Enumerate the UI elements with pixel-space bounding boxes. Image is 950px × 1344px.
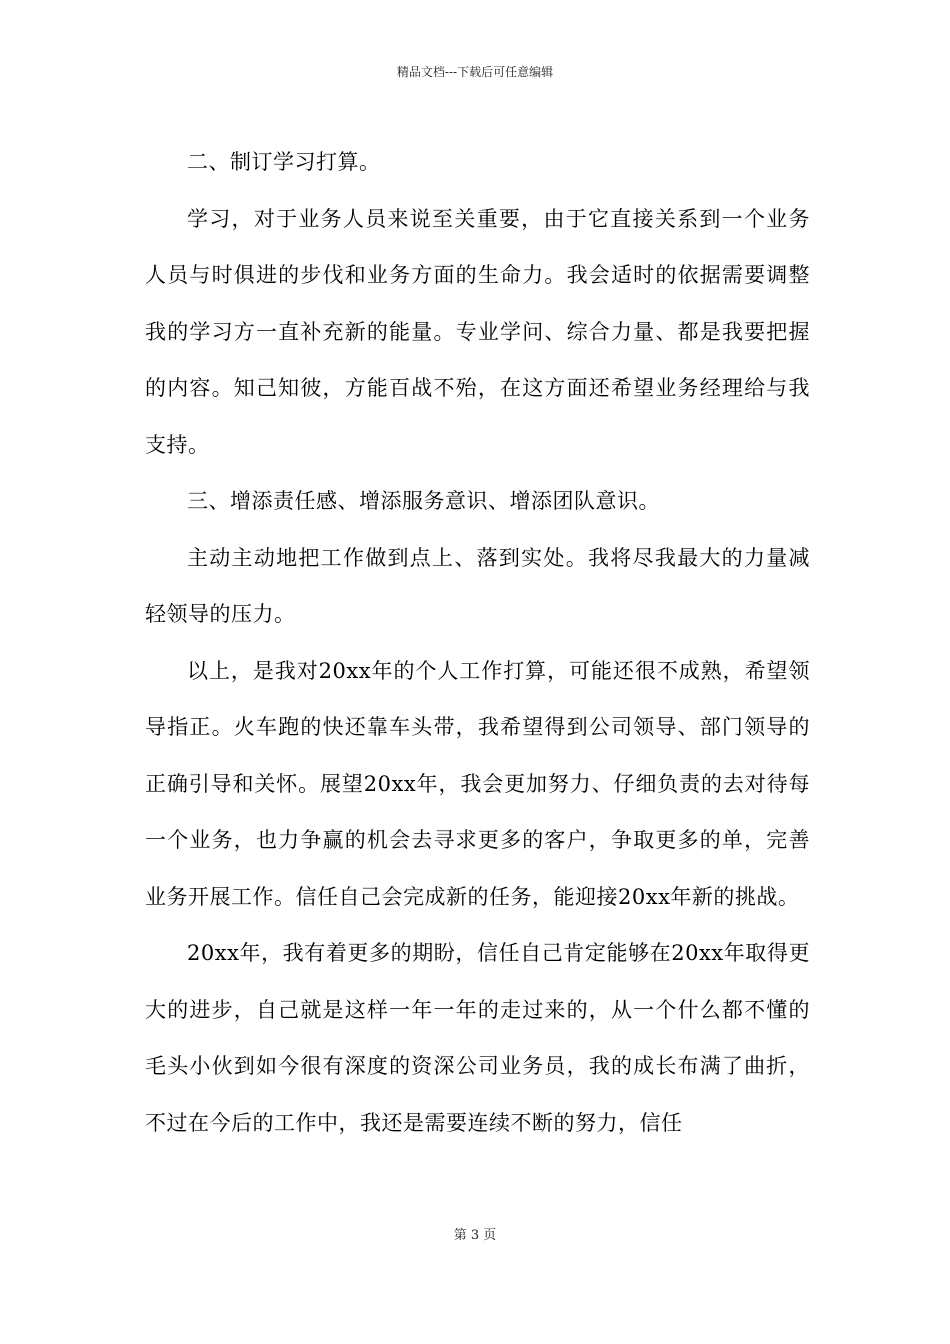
section-heading-study-plan: 二、制订学习打算。 [187,150,381,174]
section-heading-responsibility: 三、增添责任感、增添服务意识、增添团队意识。 [187,489,660,513]
paragraph-initiative: 主动主动地把工作做到点上、落到实处。我将尽我最大的力量减轻领导的压力。 [145,545,810,626]
paragraph-summary: 以上，是我对20xx年的个人工作打算，可能还很不成熟，希望领导指正。火车跑的快还靠车头带，我希望得到公司领导、部门领导的正确引导和关怀。展望20xx年，我会更加努力、仔细负责的去对待每一个业务，也力争赢的机会去寻求更多的客户，争取更多的单，完善业务开展工作。信任自己会完成新的任务，能迎接20xx年新的挑战。 [145,658,810,909]
page-header: 精品文档---下载后可任意编辑 [396,65,554,79]
document-body [145,134,810,1151]
paragraph-outlook: 20xx年，我有着更多的期盼，信任自己肯定能够在20xx年取得更大的进步，自己就是这样一年一年的走过来的，从一个什么都不懂的毛头小伙到如今很有深度的资深公司业务员，我的成长布满了曲折，不过在今后的工作中，我还是需要连续不断的努力，信任 [145,941,810,1135]
paragraph-study: 学习，对于业务人员来说至关重要，由于它直接关系到一个业务人员与时俱进的步伐和业务方面的生命力。我会适时的依据需要调整我的学习方一直补充新的能量。专业学问、综合力量、都是我要把握的内容。知己知彼，方能百战不殆，在这方面还希望业务经理给与我支持。 [145,206,810,457]
page-number: 第 3 页 [453,1228,497,1243]
